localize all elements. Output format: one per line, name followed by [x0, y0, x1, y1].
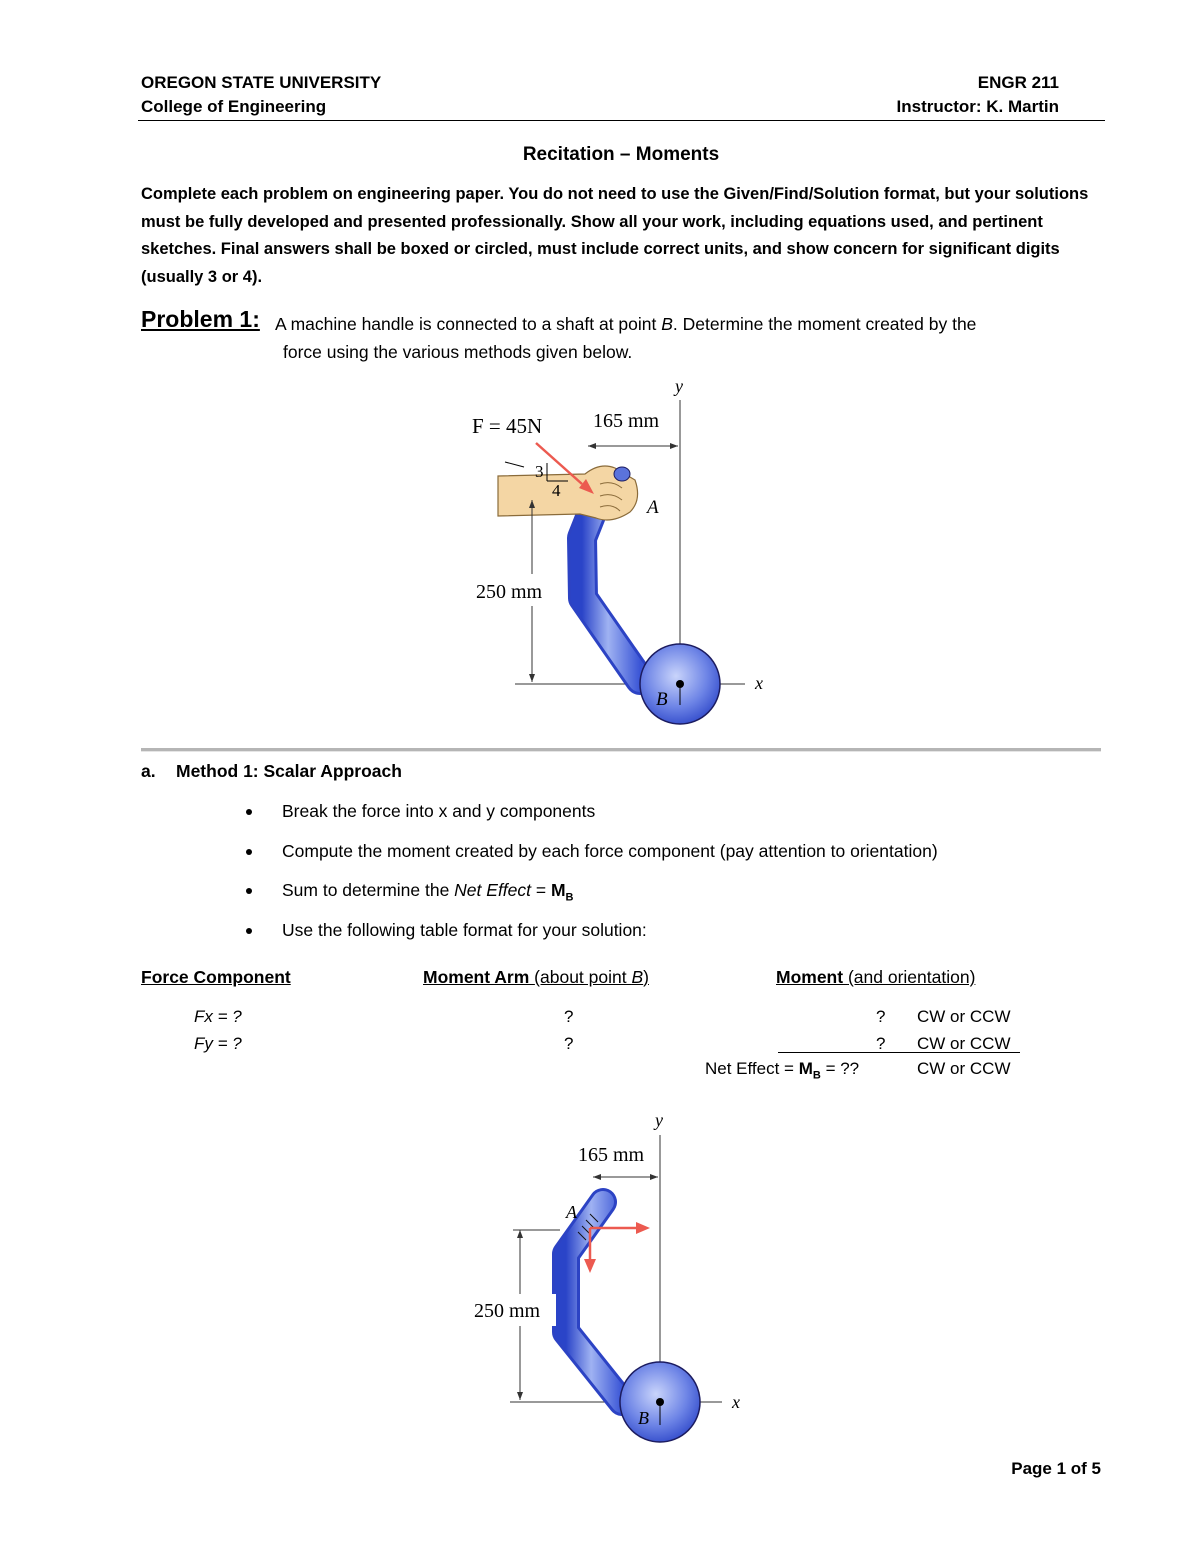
step-3-symbol: M	[550, 880, 566, 900]
header-divider	[138, 120, 1105, 121]
header-left	[141, 71, 381, 119]
row1-arm: ?	[564, 1007, 574, 1026]
net-effect-subscript: B	[812, 1069, 821, 1082]
method-steps	[246, 799, 938, 957]
col-header-arm	[423, 967, 649, 988]
section-divider-shadow	[141, 751, 1101, 752]
handle-figure-2	[460, 1100, 760, 1450]
header-right	[897, 71, 1059, 119]
problem-text-2: force using the various methods given below.	[283, 342, 633, 362]
col-header-moment	[776, 967, 975, 988]
fig1-axis-y: y	[675, 376, 683, 396]
step-3a: Sum to determine the	[282, 880, 455, 900]
problem-text-1a: A machine handle is connected to a shaft at point	[275, 314, 662, 334]
col-header-force: Force Component	[141, 967, 291, 987]
handle-figure-1	[460, 370, 780, 742]
col-header-arm-d: )	[643, 967, 649, 987]
list-item	[246, 878, 938, 918]
page-title: Recitation – Moments	[522, 144, 720, 165]
list-item	[246, 918, 938, 958]
list-item	[246, 839, 938, 879]
problem-point: B	[661, 314, 673, 334]
fig1-slope-run: 4	[552, 481, 561, 500]
row1-moment: ?	[876, 1007, 886, 1026]
col-header-arm-a: Moment Arm	[423, 967, 535, 987]
step-3-emphasis: Net Effect	[454, 880, 532, 900]
fig2-horizontal-dim: 165 mm	[578, 1144, 645, 1166]
net-effect-label: Net Effect =	[705, 1059, 799, 1078]
instructor-name: Instructor: K. Martin	[896, 97, 1059, 116]
university-name: OREGON STATE UNIVERSITY	[141, 73, 382, 92]
row1-force: Fx = ?	[194, 1007, 242, 1026]
step-1: Break the force into x and y components	[282, 801, 596, 821]
fig2-point-b: B	[638, 1408, 649, 1428]
bullet-icon	[246, 928, 252, 934]
bullet-icon	[246, 809, 252, 815]
step-3-subscript: B	[565, 891, 574, 904]
col-header-arm-b: (about point	[534, 967, 632, 987]
fig2-axis-y: y	[655, 1110, 663, 1130]
fig1-slope-rise: 3	[535, 462, 544, 481]
problem-statement	[275, 310, 1095, 366]
row2-orientation: CW or CCW	[917, 1034, 1011, 1053]
col-header-moment-b: (and orientation)	[847, 967, 976, 987]
method-letter: a.	[141, 761, 156, 781]
row1-orientation: CW or CCW	[917, 1007, 1011, 1026]
fig1-point-a: A	[647, 497, 659, 518]
row2-force: Fy = ?	[194, 1034, 242, 1053]
step-2: Compute the moment created by each force component (pay attention to orientation)	[282, 840, 938, 861]
problem-label: Problem 1:	[141, 306, 260, 332]
instructions: Complete each problem on engineering paper. You do not need to use the Given/Find/Solution format, but your solutions must be fully developed and presented professionally. Show all your work, including equations used, and pertinent sketches. Final answers shall be boxed or circled, must include correct units, and show concern for significant digits (usually 3 or 4).	[141, 185, 1089, 286]
fig1-vertical-dim: 250 mm	[476, 581, 543, 603]
col-header-moment-a: Moment	[776, 967, 848, 987]
fig1-horizontal-dim: 165 mm	[593, 410, 660, 432]
list-item	[246, 799, 938, 839]
sum-line	[778, 1052, 1020, 1053]
fig2-point-a: A	[566, 1202, 577, 1222]
problem-text-1b: . Determine the moment created by the	[672, 314, 977, 334]
net-orientation: CW or CCW	[917, 1059, 1011, 1078]
fig2-vertical-dim: 250 mm	[474, 1300, 541, 1322]
step-4: Use the following table format for your solution:	[282, 919, 647, 940]
method-title: Method 1: Scalar Approach	[176, 761, 402, 781]
bullet-icon	[246, 849, 252, 855]
fig2-axis-x: x	[732, 1392, 740, 1412]
course-code: ENGR 211	[977, 73, 1059, 92]
net-effect	[705, 1058, 859, 1086]
col-header-arm-point: B	[631, 967, 644, 987]
page-number: Page 1 of 5	[1011, 1459, 1101, 1478]
college-name: College of Engineering	[141, 97, 327, 116]
row2-moment: ?	[876, 1034, 886, 1053]
net-effect-symbol: M	[798, 1059, 813, 1078]
fig1-force-label: F = 45N	[472, 414, 543, 438]
bullet-icon	[246, 888, 252, 894]
fig1-point-b: B	[656, 689, 668, 710]
row2-arm: ?	[564, 1034, 574, 1053]
net-effect-value: = ??	[820, 1059, 860, 1078]
step-3b: =	[531, 880, 551, 900]
method-heading	[141, 761, 402, 782]
fig1-axis-x: x	[755, 673, 763, 693]
